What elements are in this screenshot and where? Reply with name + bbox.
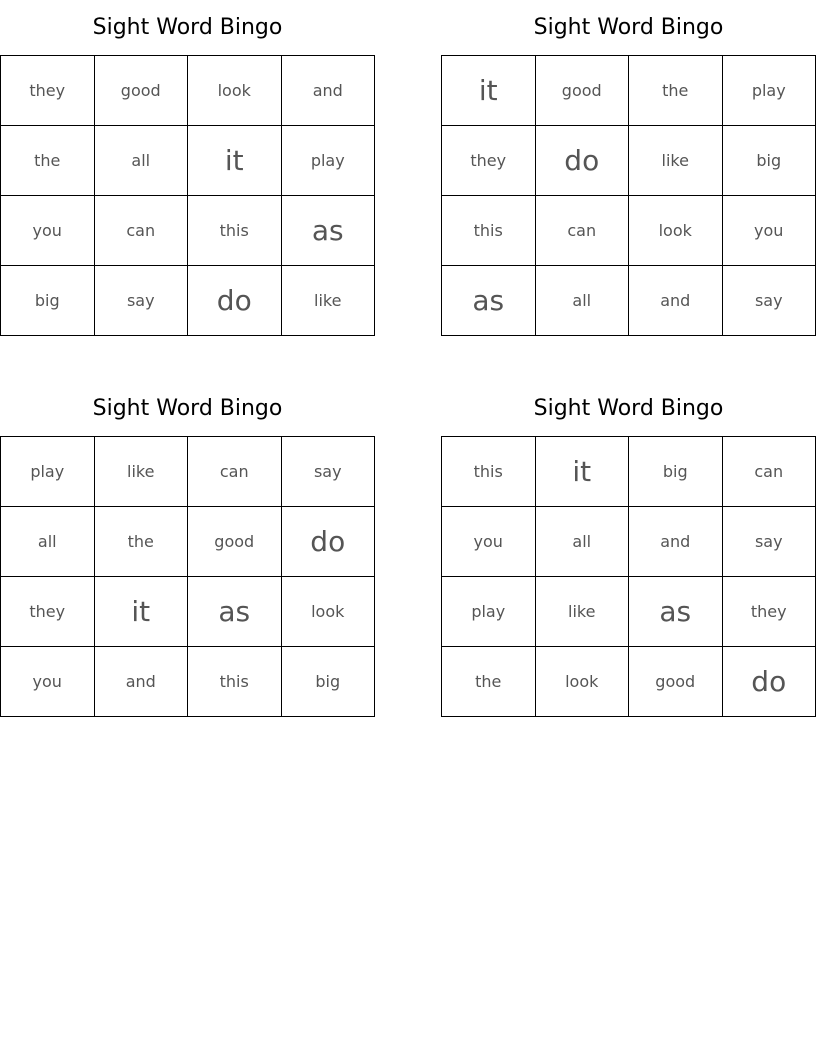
bingo-cell: it (442, 56, 536, 126)
bingo-cell: play (723, 56, 816, 126)
bingo-cell: this (188, 196, 282, 266)
bingo-cell: all (1, 507, 95, 577)
bingo-cell: do (723, 647, 816, 717)
bingo-cell: as (442, 266, 536, 336)
bingo-cell: this (188, 647, 282, 717)
bingo-card-4 (441, 381, 816, 717)
bingo-card-1 (0, 0, 375, 336)
bingo-cell: the (442, 647, 536, 717)
bingo-cell: do (536, 126, 630, 196)
bingo-cell: say (723, 507, 816, 577)
bingo-cell: it (95, 577, 189, 647)
bingo-cell: look (536, 647, 630, 717)
bingo-cell: the (1, 126, 95, 196)
bingo-cell: big (282, 647, 376, 717)
bingo-grid (0, 436, 375, 717)
bingo-cell: good (188, 507, 282, 577)
bingo-grid (441, 436, 816, 717)
bingo-cell: they (1, 56, 95, 126)
bingo-cell: they (442, 126, 536, 196)
bingo-cell: good (536, 56, 630, 126)
bingo-cell: the (629, 56, 723, 126)
bingo-cell: this (442, 437, 536, 507)
bingo-cell: they (723, 577, 816, 647)
bingo-cell: this (442, 196, 536, 266)
card-title: Sight Word Bingo (92, 15, 283, 40)
bingo-cell: do (188, 266, 282, 336)
bingo-cell: big (629, 437, 723, 507)
bingo-card-3 (0, 381, 375, 717)
bingo-cell: all (95, 126, 189, 196)
card-title: Sight Word Bingo (533, 396, 724, 421)
bingo-cell: the (95, 507, 189, 577)
bingo-cell: say (282, 437, 376, 507)
bingo-cell: big (723, 126, 816, 196)
bingo-cell: look (629, 196, 723, 266)
bingo-cell: play (1, 437, 95, 507)
bingo-grid (441, 55, 816, 336)
bingo-cell: they (1, 577, 95, 647)
bingo-cell: and (282, 56, 376, 126)
bingo-cell: you (1, 196, 95, 266)
bingo-cell: like (536, 577, 630, 647)
bingo-cell: good (629, 647, 723, 717)
bingo-cell: do (282, 507, 376, 577)
bingo-cell: you (1, 647, 95, 717)
bingo-cell: you (723, 196, 816, 266)
bingo-cell: big (1, 266, 95, 336)
bingo-cell: can (188, 437, 282, 507)
bingo-cell: and (629, 266, 723, 336)
bingo-cell: like (95, 437, 189, 507)
bingo-cell: say (723, 266, 816, 336)
bingo-cell: say (95, 266, 189, 336)
bingo-cell: it (536, 437, 630, 507)
bingo-cell: and (95, 647, 189, 717)
bingo-cell: as (282, 196, 376, 266)
bingo-cell: can (723, 437, 816, 507)
bingo-cell: it (188, 126, 282, 196)
bingo-cell: play (282, 126, 376, 196)
bingo-cell: like (629, 126, 723, 196)
bingo-cell: like (282, 266, 376, 336)
card-title: Sight Word Bingo (92, 396, 283, 421)
bingo-cell: good (95, 56, 189, 126)
bingo-grid (0, 55, 375, 336)
bingo-cell: can (536, 196, 630, 266)
bingo-cell: look (188, 56, 282, 126)
bingo-cell: look (282, 577, 376, 647)
bingo-cell: as (188, 577, 282, 647)
bingo-cell: as (629, 577, 723, 647)
bingo-cell: all (536, 266, 630, 336)
bingo-cell: all (536, 507, 630, 577)
card-title: Sight Word Bingo (533, 15, 724, 40)
bingo-cell: and (629, 507, 723, 577)
bingo-card-2 (441, 0, 816, 336)
bingo-cell: can (95, 196, 189, 266)
bingo-cell: play (442, 577, 536, 647)
bingo-cell: you (442, 507, 536, 577)
